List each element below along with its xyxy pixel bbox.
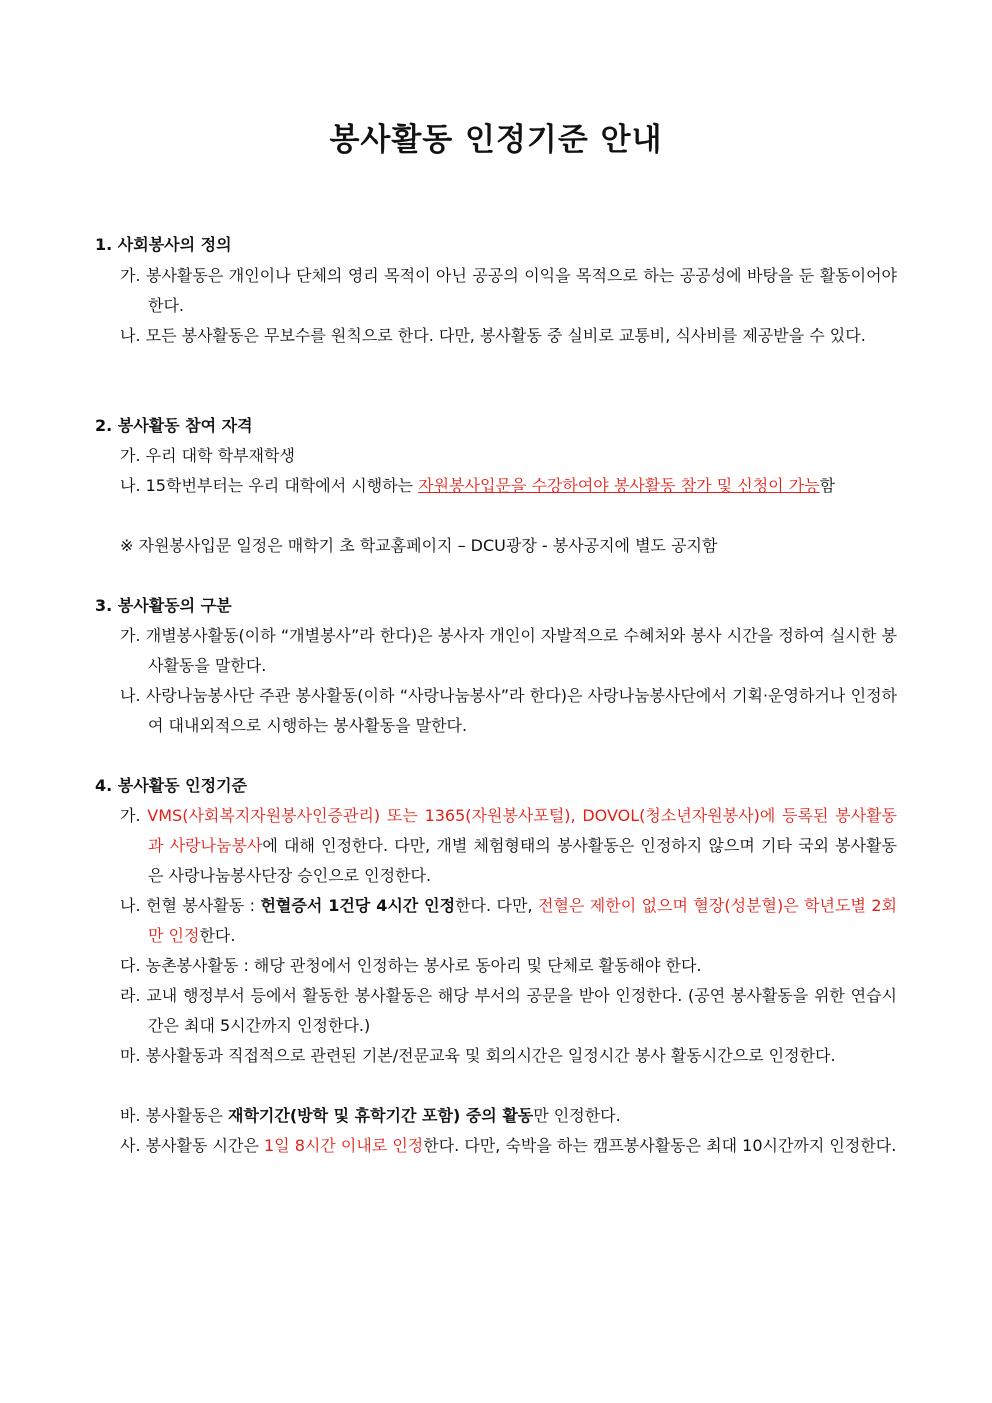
list-item bbox=[120, 1131, 897, 1161]
item-text: 함 bbox=[819, 476, 836, 495]
item-text: 한다. bbox=[199, 926, 236, 945]
list-item: 마. 봉사활동과 직접적으로 관련된 기본/전문교육 및 회의시간은 일정시간 봉사 활동시간으로 인정한다. bbox=[120, 1046, 836, 1065]
highlight-text: 자원봉사입문을 수강하여야 봉사활동 참가 및 신청이 가능 bbox=[418, 476, 820, 495]
note-item: ※ 자원봉사입문 일정은 매학기 초 학교홈페이지 – DCU광장 - 봉사공지에 별도 공지함 bbox=[120, 536, 718, 555]
bold-text: 헌혈증서 1건당 4시간 인정 bbox=[260, 896, 456, 915]
highlight-text: 전혈은 제한이 없으며 혈장(성분혈)은 학년도별 2회만 인정 bbox=[148, 896, 898, 945]
highlight-text: VMS(사회복지자원봉사인증관리) 또는 1365(자원봉사포털), DOVOL(청소년자원봉사)에 등록된 봉사활동과 사랑나눔봉사 bbox=[147, 806, 897, 855]
list-item: 나. 사랑나눔봉사단 주관 봉사활동(이하 “사랑나눔봉사”라 한다)은 사랑나눔봉사단에서 기획·운영하거나 인정하여 대내외적으로 시행하는 봉사활동을 말한다. bbox=[120, 686, 897, 735]
section-heading-eligibility: 2. 봉사활동 참여 자격 bbox=[95, 416, 253, 435]
item-text: 나. 헌혈 봉사활동 : bbox=[120, 896, 261, 915]
page-title: 봉사활동 인정기준 안내 bbox=[329, 122, 663, 158]
list-item: 가. 봉사활동은 개인이나 단체의 영리 목적이 아닌 공공의 이익을 목적으로 하는 공공성에 바탕을 둔 활동이어야 한다. bbox=[120, 266, 897, 315]
list-item bbox=[120, 471, 897, 501]
list-item bbox=[120, 801, 897, 891]
item-text: 나. 15학번부터는 우리 대학에서 시행하는 bbox=[120, 476, 419, 495]
item-text: 에 대해 인정한다. 다만, 개별 체험형태의 봉사활동은 인정하지 않으며 기타 국외 봉사활동은 사랑나눔봉사단장 승인으로 인정한다. bbox=[148, 836, 897, 885]
list-item: 가. 개별봉사활동(이하 “개별봉사”라 한다)은 봉사자 개인이 자발적으로 수혜처와 봉사 시간을 정하여 실시한 봉사활동을 말한다. bbox=[120, 626, 897, 675]
item-text: 만 인정한다. bbox=[533, 1106, 621, 1125]
item-text: 한다. 다만, bbox=[455, 896, 538, 915]
list-item: 다. 농촌봉사활동 : 해당 관청에서 인정하는 봉사로 동아리 및 단체로 활동해야 한다. bbox=[120, 956, 702, 975]
section-heading-definition: 1. 사회봉사의 정의 bbox=[95, 235, 232, 254]
item-text: 사. 봉사활동 시간은 bbox=[120, 1136, 264, 1155]
item-text: 바. 봉사활동은 bbox=[120, 1106, 228, 1125]
list-item: 나. 모든 봉사활동은 무보수를 원칙으로 한다. 다만, 봉사활동 중 실비로 교통비, 식사비를 제공받을 수 있다. bbox=[120, 326, 866, 345]
section-heading-classification: 3. 봉사활동의 구분 bbox=[95, 596, 232, 615]
bold-text: 재학기간(방학 및 휴학기간 포함) 중의 활동 bbox=[228, 1106, 534, 1125]
item-text: 한다. 다만, 숙박을 하는 캠프봉사활동은 최대 10시간까지 인정한다. bbox=[423, 1136, 897, 1155]
item-text: 가. bbox=[120, 806, 148, 825]
highlight-text: 1일 8시간 이내로 인정 bbox=[264, 1136, 424, 1155]
list-item: 라. 교내 행정부서 등에서 활동한 봉사활동은 해당 부서의 공문을 받아 인정한다. (공연 봉사활동을 위한 연습시간은 최대 5시간까지 인정한다.) bbox=[120, 986, 897, 1035]
section-heading-criteria: 4. 봉사활동 인정기준 bbox=[95, 776, 247, 795]
list-item: 가. 우리 대학 학부재학생 bbox=[120, 446, 295, 465]
list-item bbox=[120, 1101, 897, 1131]
list-item bbox=[120, 891, 897, 951]
